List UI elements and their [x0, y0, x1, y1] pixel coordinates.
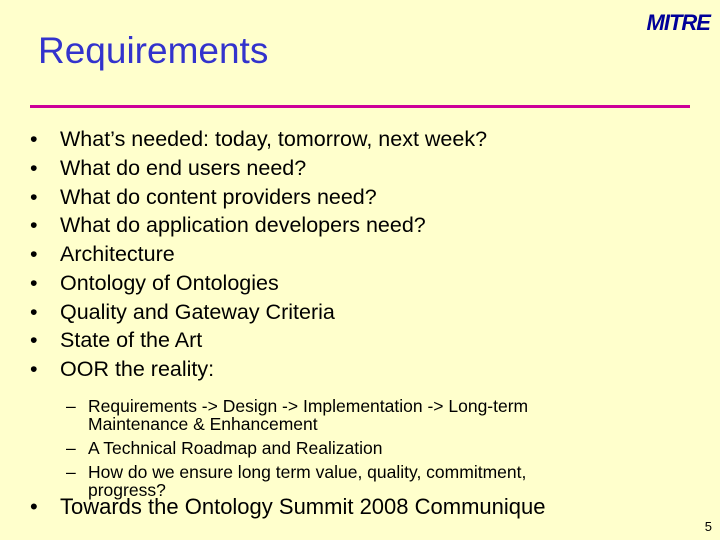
bullet-item: • Ontology of Ontologies [30, 269, 680, 298]
slide-title: Requirements [38, 30, 269, 71]
title-divider [30, 105, 690, 108]
final-bullet-text: Towards the Ontology Summit 2008 Communique [60, 494, 546, 519]
sub-bullet-list [30, 397, 680, 499]
bullet-item: • What do application developers need? [30, 211, 680, 240]
bullet-item: • Quality and Gateway Criteria [30, 298, 680, 327]
mitre-logo: MITRE [646, 10, 710, 35]
bullet-item: • What do end users need? [30, 154, 680, 183]
sub-bullet-container [30, 397, 680, 499]
bullet-item: • What’s needed: today, tomorrow, next week? [30, 125, 680, 154]
bullet-dot: • [30, 494, 38, 519]
sub-bullet-item: – How do we ensure long term value, quality, commitment, progress? [30, 463, 588, 499]
page-number: 5 [704, 519, 712, 534]
final-bullet [30, 492, 545, 522]
bullet-item: • State of the Art [30, 326, 680, 355]
bullet-item: • OOR the reality: [30, 355, 680, 384]
bullet-list [30, 125, 680, 505]
sub-bullet-item: – A Technical Roadmap and Realization [30, 439, 588, 457]
bullet-item: • Architecture [30, 240, 680, 269]
bullet-item: • What do content providers need? [30, 183, 680, 212]
sub-bullet-item: – Requirements -> Design -> Implementation -> Long-term Maintenance & Enhancement [30, 397, 588, 433]
